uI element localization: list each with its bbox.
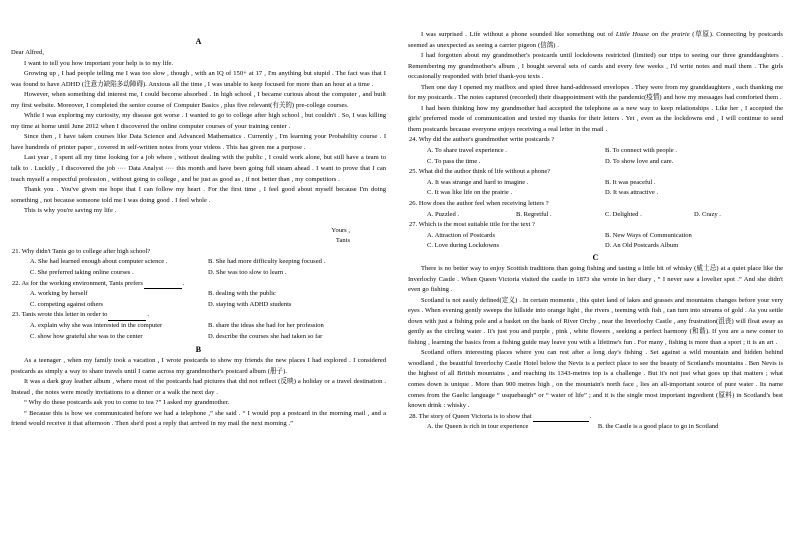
question-22-options xyxy=(11,289,386,300)
option-b[interactable]: B. the Castle is a good place to go in Scotland xyxy=(597,423,719,431)
option-d[interactable]: D. An Old Postcards Album xyxy=(605,242,679,250)
option-d[interactable]: D. Crazy . xyxy=(694,210,721,218)
question-23-stem xyxy=(11,310,386,321)
option-a[interactable]: A. She had learned enough about computer science . xyxy=(30,258,168,266)
question-27-stem: 27. Which is the most suitable title for the text ? xyxy=(409,221,535,229)
passage-c-paragraph: There is no better way to enjoy Scottish traditions than going fishing and tasting a little bit of whisky (威士忌) at a quiet place like the Inverlochy Castle . When Queen Victoria visited the castle in 1873 she wrote in her diary , “ I never saw a lovelier spot .” And she didn't even go fishing . xyxy=(408,265,783,294)
answer-blank[interactable] xyxy=(144,282,182,289)
passage-b-paragraph xyxy=(408,30,783,51)
letter-signoff-name: Tanis xyxy=(335,237,350,245)
question-28 xyxy=(408,412,783,433)
passage-a-salutation: Dear Alfred, xyxy=(11,49,44,56)
option-a[interactable]: A. working by herself xyxy=(30,290,88,298)
passage-b-paragraph: I had forgotten about my grandmother's postcards until lockdowns restricted (limited) our trips to seeing our three granddaughters . Remembering my grandmother's album , I bought several sets of cards and every few weeks , I'd write notes and mail them . The girls occasionally responded with brief thank-you texts . xyxy=(408,52,783,81)
passage-b-paragraph: As a teenager , when my family took a vacation , I wrote postcards to show my friends the new places I had explored . I considered postcards as simply a way to share travels until I came across my grandmother's postcard album (册子). xyxy=(11,357,386,375)
right-column xyxy=(397,0,794,550)
question-25 xyxy=(408,167,783,199)
passage-b-paragraph: It was a dark gray leather album , where most of the postcards had pictures that did not reflect (反映) a holiday or a travel destination . Instead , the notes were mostly invitations to a dinner or a walk the next day . xyxy=(11,378,386,396)
question-24-options xyxy=(408,146,783,157)
passage-a-paragraph: However, when something did interest me, I could become absorbed . In high school , I became curious about the computer , and built my first website. Moreover, I completed the senior course of Computer Basics , plus five relevant(有关的) pre-college courses. xyxy=(11,91,386,109)
question-28-options xyxy=(408,422,783,433)
signoff-spacer xyxy=(11,217,386,226)
option-d[interactable]: D. To show love and care. xyxy=(605,157,674,165)
passage-a-paragraph: Last year , I spent all my time looking for a job where , without dealing with the public , I could work alone, but still have a team to talk to . Luckily , I discovered the job ···· Data Analyst ···· this month and have been going full steam ahead . I want to prove that I can teach myself a respectful profession , without going to college , and be just as good as , if not better than , my competitors . xyxy=(11,154,386,183)
question-22-stem-end: . xyxy=(182,279,185,287)
option-b[interactable]: B. share the ideas she had for her profession xyxy=(208,322,324,329)
passage-c-heading: C xyxy=(592,253,599,262)
option-c[interactable]: C. It was like life on the prairie . xyxy=(427,189,513,197)
letter-signoff-yours: Yours , xyxy=(331,226,350,234)
option-c[interactable]: C. To pass the time . xyxy=(427,157,481,165)
passage-b-paragraph: “ Because this is how we communicated before we had a telephone ,” she said . “ I would pop a postcard in the morning mail , and a friend would receive it that afternoon . Then she'd post a reply that arrived in my mail the next morning .” xyxy=(11,409,386,428)
option-a[interactable]: A. It was strange and hard to imagine . xyxy=(427,178,529,186)
option-d[interactable]: D. staying with ADHD students xyxy=(208,300,292,308)
passage-a-paragraph: While I was exploring my curiosity, my disease got worse . I wanted to go to college after high school , but couldn't . So, I was killing my time at home until June 2012 when I discovered the online computer courses of your training center . xyxy=(11,112,386,130)
option-b[interactable]: B. dealing with the public xyxy=(208,290,276,298)
option-a[interactable]: A. Attraction of Postcards xyxy=(427,231,496,239)
question-21-options xyxy=(11,257,386,268)
question-27-options xyxy=(408,231,783,242)
question-22-stem xyxy=(11,279,386,290)
option-b[interactable]: B. New Ways of Communication xyxy=(605,231,692,239)
question-28-stem-end: . xyxy=(589,412,592,420)
question-23-stem-end: . xyxy=(147,311,150,319)
option-c[interactable]: C. show how grateful she was to the center xyxy=(30,332,143,340)
option-b[interactable]: B. To connect with people . xyxy=(605,147,677,155)
passage-a-paragraph: This is why you're saving my life . xyxy=(24,207,117,215)
option-c[interactable]: C. She preferred taking online courses . xyxy=(30,269,134,277)
passage-c-paragraph: Scotland is not easily defined(定义) . In certain moments , this quiet land of lakes and grasses and mountains changes before your very eyes . When evening gently sweeps the hillside into orange light , the rivers , teeming with fish , can turn into streams of gold . As you settle down with just a fishing pole and a basket on the bank of River Orchy , near the Inverlochy Castle , any frustration(沮丧) will float away as gently as the circling water . It's just you and purple , pink , white flowers , seeking a perfect harmony (和谐). If you are a new comer to fishing , learning the basics from a fishing guide may leave you with a lifetime's fun . For many , fishing is more than a sport ; it is an art . xyxy=(408,296,783,346)
question-21 xyxy=(11,247,386,279)
option-d[interactable]: D. It was attractive . xyxy=(605,189,659,197)
option-a[interactable]: A. explain why she was interested in the computer xyxy=(30,322,163,329)
answer-blank[interactable] xyxy=(108,314,146,321)
question-24-options xyxy=(408,157,783,168)
question-23-options xyxy=(11,321,386,332)
question-28-stem-text: 28. The story of Queen Victoria is to show that xyxy=(409,412,532,420)
option-b[interactable]: B. It was peaceful . xyxy=(605,178,656,186)
option-a[interactable]: A. Puzzled . xyxy=(427,210,459,218)
question-23-stem-text: 23. Tanis wrote this letter in order to xyxy=(12,311,108,319)
passage-b-text-post: (草原). Connecting by postcards seemed as unexpected as seeing a carrier pigeon (信鸽) . xyxy=(408,31,783,49)
passage-a-paragraph: Thank you . You've given me hope that I can follow my heart . For the first time , I feel good about myself because I'm doing something , not because someone told me I was doing good . I feel whole . xyxy=(11,186,386,204)
question-25-options xyxy=(408,188,783,199)
question-22 xyxy=(11,279,386,311)
option-a[interactable]: A. the Queen is rich in tour experience xyxy=(427,423,529,431)
passage-b-paragraph: I had been thinking how my grandmother had accepted the telephone as a new way to keep relationships . Like her , I accepted the girls' preferred mode of communication and texted my thanks for their letters . Yet , even as the lockdowns end , I will continue to send them postcards because everyone enjoys receiving a real letter in the mail . xyxy=(408,104,783,133)
passage-c-paragraph: Scotland offers interesting places where you can rest after a long day's fishing . Set against a wild mountain and hidden behind woodland , the beautiful Inverlochy Castle Hotel below the Nevis is a perfect place to see the beauty of Scotland's mountains . Ben Nevis is the highest of all British mountains , and reaching its 1343-metres top is a challenge . But it's not just what goes up that matters ; what comes down is unique . More than 900 metres high , on the mountain's north face , lies an all-important source of pure water . Its name comes from the Gaelic language “ usquebaugh” or “ water of life” ; and it is the single most important ingredient (原料) in Scotland's best known drink : whisky . xyxy=(408,349,783,410)
option-a[interactable]: A. To share travel experience . xyxy=(427,147,507,155)
passage-a-paragraph: Growing up , I had people telling me I was too slow , though , with an IQ of 150+ at 17 , I'm anything but stupid . The fact was that I was found to have ADHD (注意力缺陷多动障碍). Anxious all the time , I was unable to keep focused for more than an hour at a time . xyxy=(11,70,386,88)
passage-b-paragraph: Then one day I opened my mailbox and spied three hand-addressed envelopes . They were from my granddaughters , each thanking me for my postcards . The notes captured (recorded) their disappointment with the pandemic(疫情) and how my messages had comforted them . xyxy=(408,83,783,102)
passage-a-paragraph: Since then , I have taken courses like Data Science and Advanced Mathematics . Currently , I'm learning your Probability course . I have hundreds of printer paper , covered in self-written notes from your videos . This has given me a purpose . xyxy=(11,133,386,151)
book-title-italic: Little House on the prairie xyxy=(615,31,690,38)
question-26-stem: 26. How does the author feel when receiving letters ? xyxy=(409,200,549,208)
option-c[interactable]: C. Delighted . xyxy=(605,210,642,218)
question-27-options xyxy=(408,241,783,252)
passage-b-paragraph: “ Why do these postcards ask you to come to tea ?” I asked my grandmother. xyxy=(24,399,230,407)
question-24 xyxy=(408,135,783,167)
question-26-options xyxy=(408,210,783,221)
passage-b-heading: B xyxy=(195,345,202,355)
option-c[interactable]: C. Love during Lockdowns xyxy=(427,242,500,250)
question-25-options xyxy=(408,178,783,189)
question-22-stem-text: 22. As for the working environment, Tanis prefers xyxy=(12,279,143,287)
passage-b-text-pre: I was surprised . Life without a phone sounded like something out of xyxy=(421,31,616,38)
question-23 xyxy=(11,310,386,342)
question-21-options xyxy=(11,268,386,279)
passage-a-paragraph: I want to tell you how important your help is to my life. xyxy=(24,59,174,67)
question-25-stem: 25. What did the author think of life without a phone? xyxy=(409,168,551,176)
option-c[interactable]: C. competing against others xyxy=(30,300,104,308)
passage-a-heading: A xyxy=(195,37,202,46)
question-23-options xyxy=(11,332,386,343)
question-24-stem: 24. Why did the author's grandmother write postcards ? xyxy=(409,136,555,144)
option-d[interactable]: D. describe the courses she had taken so far xyxy=(208,332,323,340)
option-b[interactable]: B. She had more difficulty keeping focused . xyxy=(208,258,326,266)
option-b[interactable]: B. Regretful . xyxy=(516,210,552,218)
answer-blank[interactable] xyxy=(533,415,589,422)
option-d[interactable]: D. She was too slow to learn . xyxy=(208,269,287,277)
question-27 xyxy=(408,220,783,252)
question-28-stem xyxy=(408,412,783,423)
question-26 xyxy=(408,199,783,220)
question-21-stem: 21. Why didn't Tanis go to college after high school? xyxy=(12,247,151,255)
question-22-options xyxy=(11,300,386,311)
